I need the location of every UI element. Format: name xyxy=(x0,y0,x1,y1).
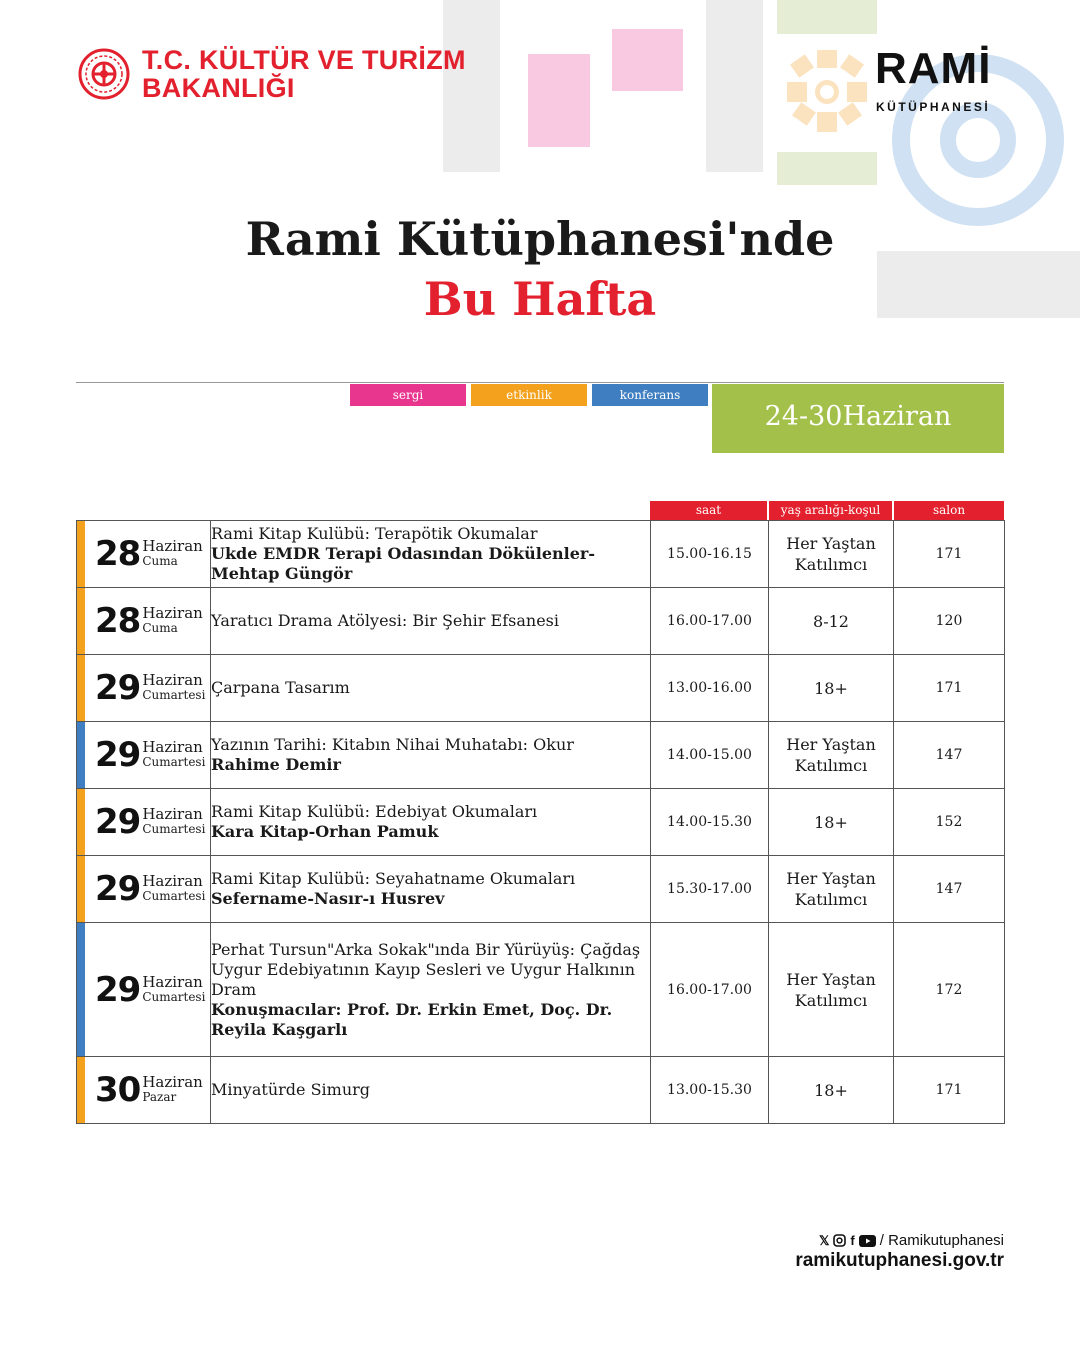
event-title: Perhat Tursun"Arka Sokak"ında Bir Yürüyüş: Çağdaş Uygur Edebiyatının Kayıp Sesleri ve Uygur Halkının Dram xyxy=(211,939,641,999)
month-label: Haziran xyxy=(142,671,203,689)
event-hall: 147 xyxy=(894,856,1005,923)
table-row xyxy=(77,521,1005,588)
legend-konferans: konferans xyxy=(592,384,708,406)
date-cell xyxy=(77,588,211,655)
x-icon[interactable]: 𝕏 xyxy=(818,1232,830,1248)
day-number: 29 xyxy=(95,668,141,708)
event-person: Rahime Demir xyxy=(211,755,341,774)
event-time: 15.00-16.15 xyxy=(651,521,769,588)
table-row xyxy=(77,789,1005,856)
weekday-label: Cuma xyxy=(142,621,178,635)
divider-line xyxy=(76,382,1004,383)
event-title: Çarpana Tasarım xyxy=(211,678,350,697)
month-label: Haziran xyxy=(142,805,203,823)
decor-green-bar-1 xyxy=(777,0,877,34)
day-number: 29 xyxy=(95,969,141,1010)
table-row xyxy=(77,588,1005,655)
decor-pink-block-2 xyxy=(612,29,683,91)
page-title-line1: Rami Kütüphanesi'nde xyxy=(245,212,835,266)
date-range-badge: 24-30Haziran xyxy=(712,384,1004,453)
column-header-time: saat xyxy=(650,501,767,520)
event-title: Minyatürde Simurg xyxy=(211,1080,371,1099)
event-time: 16.00-17.00 xyxy=(651,923,769,1057)
event-time: 15.30-17.00 xyxy=(651,856,769,923)
event-title: Rami Kitap Kulübü: Terapötik Okumalar xyxy=(211,524,538,543)
legend-etkinlik: etkinlik xyxy=(471,384,587,406)
month-label: Haziran xyxy=(142,1073,203,1091)
event-person: Ukde EMDR Terapi Odasından Dökülenler-Mehtap Güngör xyxy=(211,544,595,583)
event-age: Her Yaştan Katılımcı xyxy=(769,856,894,923)
youtube-icon[interactable] xyxy=(859,1235,876,1247)
event-age: Her Yaştan Katılımcı xyxy=(769,722,894,789)
category-accent-etkinlik xyxy=(77,655,85,721)
weekday-label: Cumartesi xyxy=(142,889,206,903)
social-links[interactable] xyxy=(819,1232,1004,1249)
column-header-age: yaş aralığı-koşul xyxy=(769,501,892,520)
event-age: Her Yaştan Katılımcı xyxy=(769,521,894,588)
event-age: 18+ xyxy=(769,789,894,856)
event-age: 18+ xyxy=(769,655,894,722)
event-title: Rami Kitap Kulübü: Edebiyat Okumaları xyxy=(211,802,538,821)
event-person: Sefername-Nasır-ı Husrev xyxy=(211,889,445,908)
day-number: 28 xyxy=(95,534,141,574)
weekday-label: Cuma xyxy=(142,554,178,568)
day-number: 29 xyxy=(95,735,141,775)
event-hall: 171 xyxy=(894,1057,1005,1124)
event-cell xyxy=(211,923,651,1057)
weekday-label: Cumartesi xyxy=(142,755,206,769)
decor-grey-bar-2 xyxy=(706,0,763,172)
event-hall: 171 xyxy=(894,521,1005,588)
ministry-name-line2: BAKANLIĞI xyxy=(142,73,295,103)
event-cell xyxy=(211,722,651,789)
weekday-label: Cumartesi xyxy=(142,822,206,836)
category-accent-etkinlik xyxy=(77,1057,85,1123)
event-hall: 172 xyxy=(894,923,1005,1057)
table-row xyxy=(77,923,1005,1057)
day-number: 30 xyxy=(95,1070,141,1110)
event-cell xyxy=(211,789,651,856)
event-time: 13.00-15.30 xyxy=(651,1057,769,1124)
decor-pink-block-1 xyxy=(528,54,590,147)
event-cell xyxy=(211,521,651,588)
day-number: 29 xyxy=(95,869,141,909)
month-label: Haziran xyxy=(142,872,203,890)
table-row xyxy=(77,856,1005,923)
category-accent-etkinlik xyxy=(77,521,85,587)
event-person: Kara Kitap-Orhan Pamuk xyxy=(211,822,439,841)
event-cell xyxy=(211,655,651,722)
date-cell xyxy=(77,1057,211,1124)
date-cell xyxy=(77,923,211,1057)
day-number: 28 xyxy=(95,601,141,641)
weekday-label: Cumartesi xyxy=(142,989,206,1004)
column-header-hall: salon xyxy=(894,501,1004,520)
table-row xyxy=(77,1057,1005,1124)
ministry-header xyxy=(78,46,466,102)
event-time: 14.00-15.00 xyxy=(651,722,769,789)
event-hall: 171 xyxy=(894,655,1005,722)
table-row xyxy=(77,655,1005,722)
event-age: Her Yaştan Katılımcı xyxy=(769,923,894,1057)
date-cell xyxy=(77,856,211,923)
legend-sergi: sergi xyxy=(350,384,466,406)
category-accent-konferans xyxy=(77,923,85,1056)
event-hall: 147 xyxy=(894,722,1005,789)
weekday-label: Cumartesi xyxy=(142,688,206,702)
event-title: Yazının Tarihi: Kitabın Nihai Muhatabı: Okur xyxy=(211,735,574,754)
event-cell xyxy=(211,1057,651,1124)
weekday-label: Pazar xyxy=(142,1090,177,1104)
event-hall: 120 xyxy=(894,588,1005,655)
social-handle: / Ramikutuphanesi xyxy=(879,1232,1004,1249)
table-row xyxy=(77,722,1005,789)
category-accent-etkinlik xyxy=(77,588,85,654)
month-label: Haziran xyxy=(142,738,203,756)
rami-subtitle: KÜTÜPHANESİ xyxy=(876,100,991,114)
ministry-name xyxy=(142,46,466,102)
category-accent-konferans xyxy=(77,722,85,788)
website-link[interactable]: ramikutuphanesi.gov.tr xyxy=(795,1250,1004,1271)
ministry-name-line1: T.C. KÜLTÜR VE TURİZM xyxy=(142,45,466,75)
events-table xyxy=(76,520,1005,1124)
category-accent-etkinlik xyxy=(77,789,85,855)
date-cell xyxy=(77,655,211,722)
event-age: 8-12 xyxy=(769,588,894,655)
category-accent-etkinlik xyxy=(77,856,85,922)
date-cell xyxy=(77,722,211,789)
date-cell xyxy=(77,521,211,588)
event-age: 18+ xyxy=(769,1057,894,1124)
event-cell xyxy=(211,588,651,655)
rami-logo-icon xyxy=(785,40,869,134)
event-title: Rami Kitap Kulübü: Seyahatname Okumaları xyxy=(211,869,576,888)
rami-wordmark: RAMİ xyxy=(875,44,992,93)
event-cell xyxy=(211,856,651,923)
day-number: 29 xyxy=(95,802,141,842)
month-label: Haziran xyxy=(142,972,203,991)
event-time: 16.00-17.00 xyxy=(651,588,769,655)
event-time: 13.00-16.00 xyxy=(651,655,769,722)
month-label: Haziran xyxy=(142,537,203,555)
event-person: Konuşmacılar: Prof. Dr. Erkin Emet, Doç. Dr. Reyila Kaşgarlı xyxy=(211,999,613,1039)
date-cell xyxy=(77,789,211,856)
decor-green-bar-2 xyxy=(777,152,877,185)
facebook-icon[interactable]: f xyxy=(850,1233,855,1248)
event-hall: 152 xyxy=(894,789,1005,856)
month-label: Haziran xyxy=(142,604,203,622)
instagram-icon[interactable] xyxy=(833,1234,846,1247)
event-title: Yaratıcı Drama Atölyesi: Bir Şehir Efsanesi xyxy=(211,611,559,630)
event-time: 14.00-15.30 xyxy=(651,789,769,856)
ministry-emblem-icon xyxy=(78,48,130,100)
page-title-line2: Bu Hafta xyxy=(423,272,657,326)
